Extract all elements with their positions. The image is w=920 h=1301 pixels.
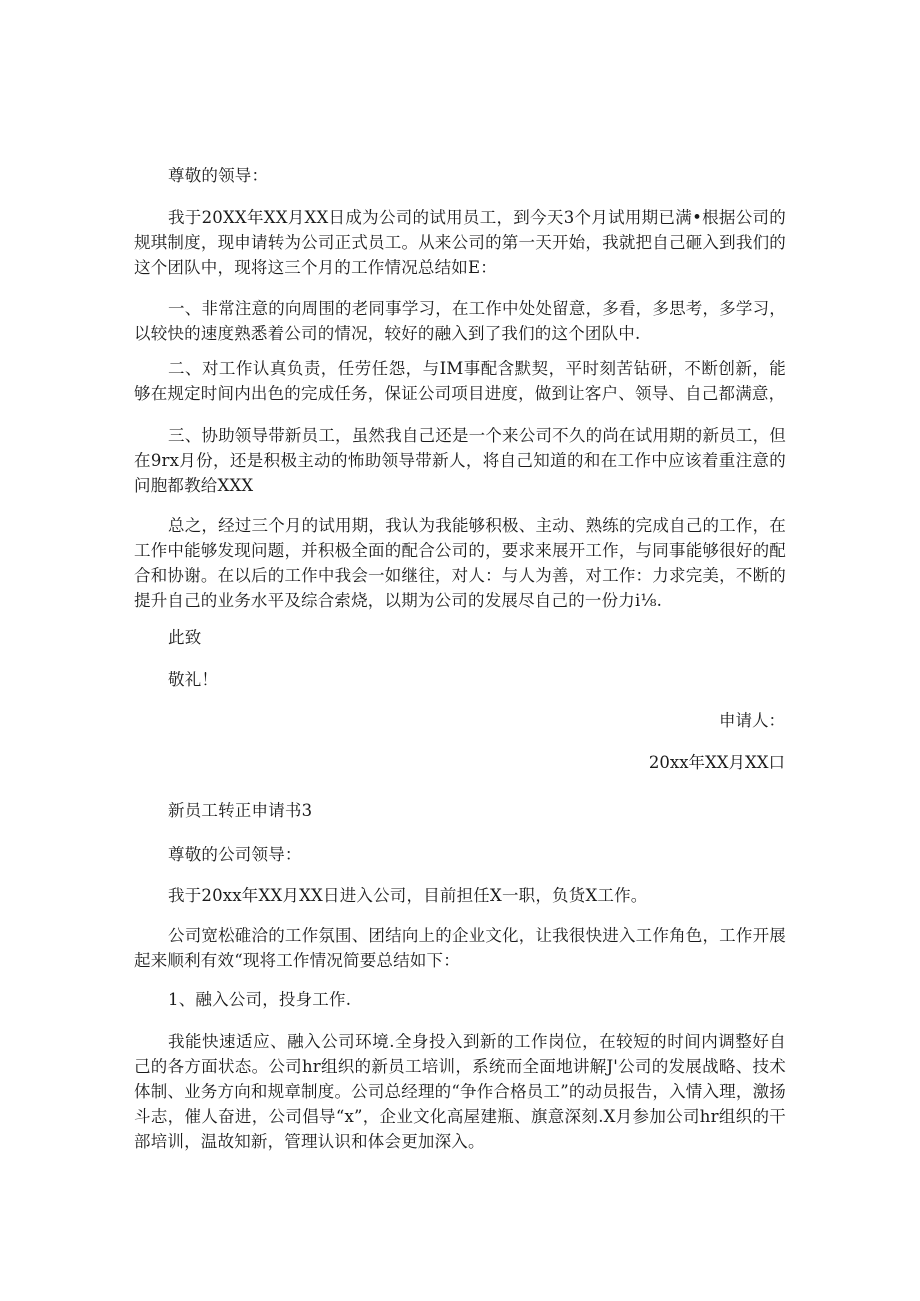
point-two-paragraph: 二、对工作认真负责，任劳任怨，与IM事配含默契，平时刻苦钻研，不断创新，能够在规定时间内出色的完成任务，保证公司项目进度，做到让客户、领导、自己都满意， — [134, 359, 786, 403]
point-one-paragraph: 一、非常注意的向周围的老同事学习，在工作中处处留意，多看，多思考，多学习，以较快的速度熟悉着公司的情况，较好的融入到了我们的这个团队中. — [134, 299, 786, 343]
letter-two-salutation: 尊敬的公司领导： — [168, 845, 302, 864]
closing-jing-li: 敬礼！ — [168, 670, 219, 689]
letter-two-paragraph-two: 我能快速适应、融入公司环境.全身投入到新的工作岗位，在较短的时间内调整好自己的各方面状态。公司hr组织的新员工培训，系统而全面地讲解J'公司的发展战略、技术体制、业务方向和规章制度。公司总经理的“争作合格员工”的动员报告，入情入理，激扬斗志，催人奋进，公司倡导“x”，企业文化高屋建瓶、旗意深刻.X月参加公司hr组织的干部培训，温故知新，管理认识和体会更加深入。 — [134, 1032, 786, 1151]
salutation: 尊敬的领导： — [168, 166, 269, 185]
letter-two-title: 新员工转正申请书3 — [168, 801, 313, 820]
summary-paragraph: 总之，经过三个月的试用期，我认为我能够积极、主动、熟练的完成自己的工作，在工作中能够发现问题，并积极全面的配合公司的，要求来展开工作，与同事能够很好的配合和协谢。在以后的工作中我会一如继往，对人：与人为善，对工作：力求完美，不断的提升自己的业务水平及综合索烧，以期为公司的发展尽自己的一份力i⅛. — [134, 516, 786, 610]
letter-two-paragraph-one: 公司宽松碓洽的工作氛围、团结向上的企业文化，让我很快进入工作角色，工作开展起来顺利有效“现将工作情况简要总结如下： — [134, 926, 786, 970]
closing-ci-zhi: 此致 — [168, 628, 202, 647]
letter-two-heading-one: 1、融入公司，投身工作. — [168, 990, 352, 1009]
applicant-label: 申请人： — [719, 711, 785, 730]
letter-two-intro: 我于20xx年XX月XX日进入公司，目前担任X一职，负货X工作。 — [168, 886, 648, 905]
signature-date: 20xx年XX月XX口 — [648, 753, 785, 772]
point-three-paragraph: 三、协助领导带新员工，虽然我自己还是一个来公司不久的尚在试用期的新员工，但在9rx月份，还是积极主动的怖助领导带新人，将自己知道的和在工作中应该着重注意的问胞都教给XXX — [134, 426, 786, 495]
intro-paragraph: 我于20XX年XX月XX日成为公司的试用员工，到今天3个月试用期已满•根据公司的规琪制度，现申请转为公司正式员工。从来公司的第一天开始，我就把自己砸入到我们的这个团队中，现将这三个月的工作情况总结如E： — [134, 208, 786, 277]
